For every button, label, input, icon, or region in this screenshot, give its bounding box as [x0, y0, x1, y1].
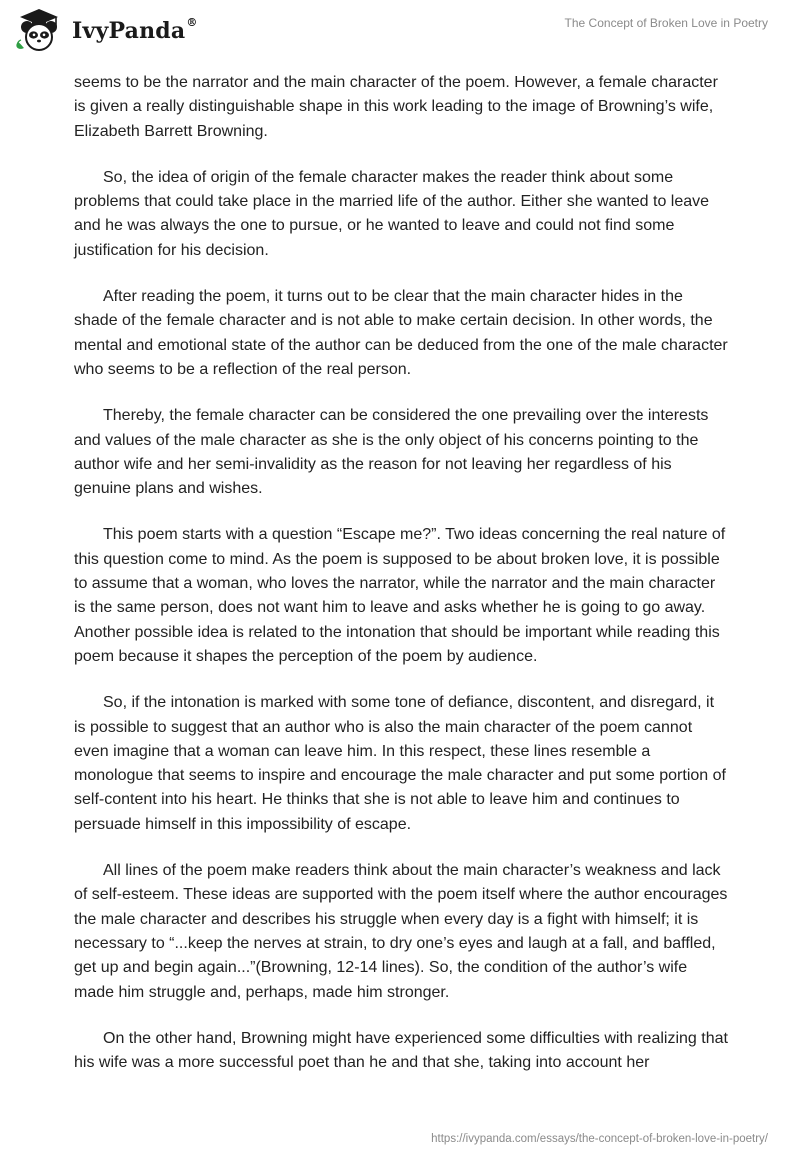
paragraph: This poem starts with a question “Escape me?”. Two ideas concerning the real nature of this question come to mind. As the poem is supposed to be about broken love, it is possible to assume that a woman, who loves the narrator, while the narrator and the main character is the same person, does not want him to leave and asks whether he is going to go away. Another possible idea is related to the intonation that should be important while reading this poem because it shapes the perception of the poem by audience.	[74, 526, 726, 665]
paragraph: So, if the intonation is marked with some tone of defiance, discontent, and disregard, it is possible to suggest that an author who is also the main character of the poem cannot even imagine that a woman can leave him. In this respect, these lines resemble a monologue that seems to inspire and encourage the male character and put some portion of self-content into his heart. He thinks that she is not able to leave him and continues to persuade himself in this impossibility of escape.	[74, 694, 726, 833]
paragraph: seems to be the narrator and the main character of the poem. However, a female character is given a really distinguishable shape in this work leading to the image of Browning’s wife, Elizabeth Barrett Browning.	[74, 74, 718, 140]
brand-name: IvyPanda®	[72, 15, 198, 44]
registered-mark: ®	[186, 15, 198, 29]
paragraph: On the other hand, Browning might have experienced some difficulties with realizing that his wife was a more successful poet than he and that she, taking into account her	[74, 1029, 728, 1072]
panda-logo-icon	[12, 6, 66, 52]
essay-body	[74, 71, 728, 1097]
paragraph: All lines of the poem make readers think about the main character’s weakness and lack of self-esteem. These ideas are supported with the poem itself where the author encourages the male character and describes his struggle when every day is a fight with himself; it is necessary to “...keep the nerves at strain, to dry one’s eyes and laugh at a fall, and baffled, get up and begin again...”(Browning, 12-14 lines). So, the condition of the author’s wife made him struggle and, perhaps, made him stronger.	[74, 862, 728, 1001]
document-title: The Concept of Broken Love in Poetry	[564, 16, 768, 30]
paragraph: After reading the poem, it turns out to be clear that the main character hides in the shade of the female character and is not able to make certain decision. In other words, the mental and emotional state of the author can be deduced from the one of the male character who seems to be a reflection of the real person.	[74, 288, 728, 378]
paragraph: Thereby, the female character can be considered the one prevailing over the interests and values of the male character as she is the only object of his concerns pointing to the author wife and her semi-invalidity as the reason for not leaving her regardless of his genuine plans and wishes.	[74, 407, 709, 498]
paragraph: So, the idea of origin of the female character makes the reader think about some problems that could take place in the married life of the author. Either she wanted to leave and he was always the one to pursue, or he wanted to leave and could not find some justification for his decision.	[74, 168, 710, 259]
source-url[interactable]: https://ivypanda.com/essays/the-concept-of-broken-love-in-poetry/	[431, 1133, 768, 1145]
page-header	[0, 0, 800, 64]
brand-logo[interactable]	[12, 6, 198, 52]
